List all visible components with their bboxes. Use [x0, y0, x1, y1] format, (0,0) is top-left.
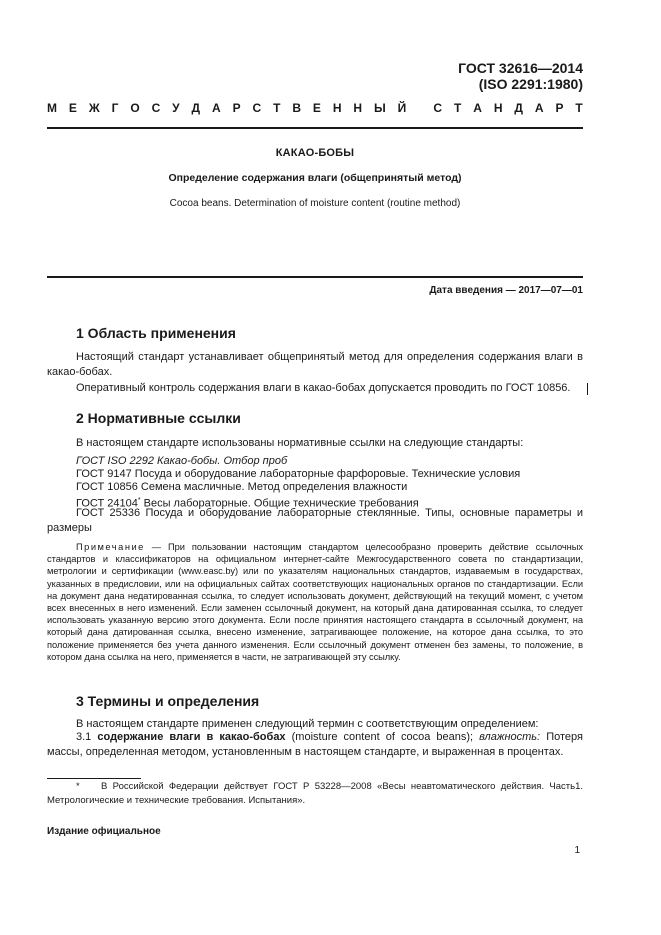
iso-number: (ISO 2291:1980) — [478, 76, 583, 92]
heading-letter: Д — [514, 101, 523, 115]
heading-letter: У — [172, 101, 180, 115]
note-label: Примечание — [76, 542, 145, 552]
heading-letter: Н — [493, 101, 503, 115]
section-3-title: 3 Термины и определения — [76, 693, 260, 709]
heading-letter: А — [473, 101, 482, 115]
page-number: 1 — [574, 845, 580, 856]
section-2-title: 2 Нормативные ссылки — [76, 410, 241, 426]
heading-letter: Т — [273, 101, 281, 115]
reference-item: ГОСТ 25336 Посуда и оборудование лабораторные стеклянные. Типы, основные параметры и размеры — [47, 507, 583, 534]
edition-label: Издание официальное — [47, 826, 161, 837]
heading-letter: С — [252, 101, 262, 115]
heading-letter — [418, 101, 421, 115]
heading-letter: Н — [332, 101, 342, 115]
note-text: — При пользовании настоящим стандартом целесообразно проверить действие ссылочных стандартов и классификаторов на официальном интернет-сайте Межгосударственного совета по стандартизации, метрологии и сертификации (www.easc.by) или по указателям национальных стандартов, издаваемым в государствах, указанных в предисловии, или на официальных сайтах соответствующих национальных органов по стандартизации. Если на документ дана недатированная ссылка, то следует использовать документ, действующий на текущий момент, с учетом всех внесенных в него изменений. Если заменен ссылочный документ, на который дана датированная ссылка, то следует использовать указанную версию этого документа. Если после принятия настоящего стандарта в ссылочный документ, на который дана датированная ссылка, внесено изменение, затрагивающее положение, на которое дана ссылка, то это положение применяется без учета данного изменения. Если ссылочный документ отменен без замены, то положение, в котором дана ссылка на него, применяется в части, не затрагивающей эту ссылку. — [47, 542, 583, 662]
term-name: содержание влаги в какао-бобах — [97, 731, 286, 743]
document-title-english: Cocoa beans. Determination of moisture content (routine method) — [169, 198, 461, 209]
note-block — [47, 541, 583, 663]
heading-letter: С — [433, 101, 443, 115]
term-definition — [47, 730, 583, 760]
heading-letter: В — [292, 101, 301, 115]
term-english: (moisture content of cocoa beans); — [291, 731, 474, 743]
top-rule — [47, 127, 583, 129]
term-synonym: влажность: — [479, 731, 541, 743]
heading-letter: А — [211, 101, 221, 115]
reference-item: ГОСТ 10856 Семена масличные. Метод определения влажности — [76, 481, 408, 493]
heading-letter: А — [534, 101, 544, 115]
document-number: ГОСТ 32616—2014 — [458, 60, 583, 76]
reference-text: ГОСТ ISO 2292 Какао-бобы. Отбор проб — [76, 455, 288, 467]
term-number: 3.1 — [76, 731, 92, 743]
heading-letter: Р — [232, 101, 241, 115]
heading-letter: Ы — [373, 101, 386, 115]
heading-letter: Е — [312, 101, 321, 115]
footnote-text: В Российской Федерации действует ГОСТ Р 53228—2008 «Весы неавтоматического действия. Часть1. Метрологические и технические требования. Испытания». — [47, 781, 583, 806]
heading-letter: О — [130, 101, 140, 115]
heading-letter: Ж — [88, 101, 100, 115]
section-1-paragraph-2: Оперативный контроль содержания влаги в какао-бобах допускается проводить по ГОСТ 10856. — [76, 382, 571, 394]
heading-letter: С — [151, 101, 161, 115]
section-1-title: 1 Область применения — [76, 325, 236, 341]
document-title: КАКАО-БОБЫ — [275, 147, 355, 159]
footnote-marker: * — [76, 781, 80, 792]
heading-letter: Т — [575, 101, 583, 115]
standard-type-heading — [47, 101, 583, 115]
footnote-rule — [47, 778, 141, 779]
heading-letter: Р — [555, 101, 564, 115]
document-subtitle: Определение содержания влаги (общепринятый метод) — [168, 172, 462, 184]
reference-code: ГОСТ 24104 — [76, 497, 138, 510]
footnote-marker: * — [137, 497, 141, 504]
section-3-intro: В настоящем стандарте применен следующий термин с соответствующим определением: — [76, 718, 539, 730]
heading-letter: Й — [397, 101, 407, 115]
heading-letter: Г — [111, 101, 119, 115]
term-definition-text: Потеря массы, определенная методом, установленным в настоящем стандарте, и выраженная в процентах. — [47, 731, 583, 758]
reference-item: ГОСТ 9147 Посуда и оборудование лабораторные фарфоровые. Технические условия — [76, 468, 521, 480]
heading-letter: Д — [191, 101, 201, 115]
middle-rule — [47, 276, 583, 278]
heading-letter: Т — [453, 101, 462, 115]
section-1-paragraph-1: Настоящий стандарт устанавливает общепринятый метод для определения содержания влаги в какао-бобах. — [47, 351, 583, 378]
reference-title: Весы лабораторные. Общие технические требования — [143, 497, 419, 510]
introduction-date: Дата введения — 2017—07—01 — [429, 285, 583, 296]
change-bar — [587, 383, 588, 395]
footnote — [47, 780, 583, 808]
heading-letter: Е — [68, 101, 77, 115]
section-2-intro: В настоящем стандарте использованы нормативные ссылки на следующие стандарты: — [76, 437, 524, 449]
heading-letter: М — [47, 101, 57, 115]
heading-letter: Н — [353, 101, 363, 115]
